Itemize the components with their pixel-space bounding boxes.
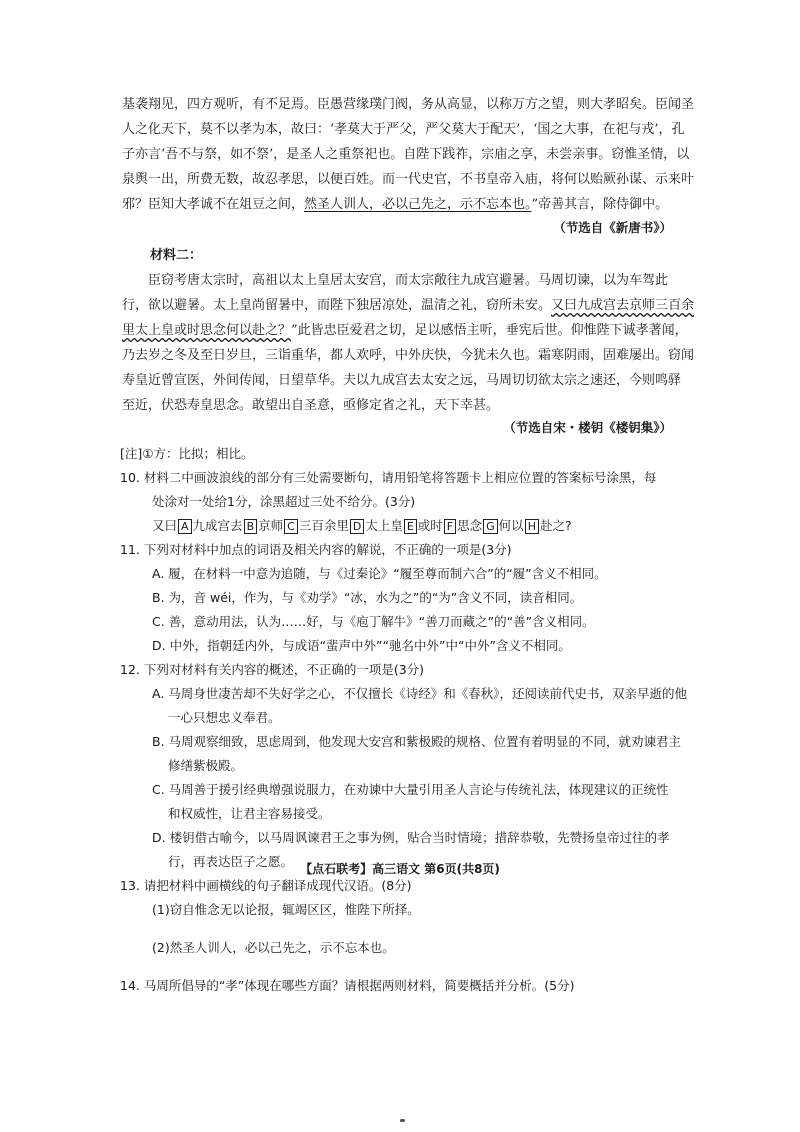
sentence-segment: 何以: [498, 518, 524, 533]
material-one-line: [122, 192, 669, 217]
sentence-segment: 或时: [417, 518, 443, 533]
material-two-line: 臣窃考唐太宗时，高祖以太上皇居太安宫，而太宗敞往九成宫避暑。马周切谏，以为车驾此: [148, 273, 669, 288]
option-12-d[interactable]: D. 楼钥借古喻今，以马周讽谏君王之事为例，贴合当时情境；措辞恭敬，先赞扬皇帝过往的孝: [152, 830, 670, 845]
material-one-line: 子亦言‘吾不与祭，如不祭’，是圣人之重祭祀也。自陛下践祚，宗庙之享，未尝亲事。窃惟圣情，以: [122, 147, 690, 162]
option-12-c-cont: 和权威性，让君主容易接受。: [168, 806, 331, 821]
material-two-line-tail: ”此皆忠臣爱君之切，足以感悟主听，垂宪后世。仰惟陛下诚孝著闻，: [291, 323, 688, 338]
question-13-sentence-2: (2)然圣人训人，必以己先之，示不忘本也。: [152, 940, 395, 955]
option-11-d[interactable]: D. 中外，指朝廷内外，与成语“蜚声中外”“驰名中外”中“中外”含义不相同。: [152, 638, 571, 653]
wavy-underlined-text: 又曰九成宫去京师三百余: [551, 298, 695, 313]
question-10-stem-cont: 处涂对一处给1分，涂黑超过三处不给分。(3分): [152, 494, 416, 509]
material-one-line: 泉舆一出，所费无数，故忍孝思，以便百姓。而一代史官，不书皇帝入庙，将何以贻厥孙谋、示来叶: [122, 172, 695, 187]
material-one-line: 人之化天下，莫不以孝为本，故曰：‘孝莫大于严父，严父莫大于配天’，‘国之大事，在祀与戎’，孔: [122, 122, 685, 137]
answer-box-h[interactable]: H: [525, 519, 539, 534]
answer-box-f[interactable]: F: [444, 519, 456, 534]
option-12-a[interactable]: A. 马周身世凄苦却不失好学之心，不仅擅长《诗经》和《春秋》，还阅读前代史书，双亲早逝的他: [152, 686, 688, 701]
question-10-stem: 10. 材料二中画波浪线的部分有三处需要断句，请用铅笔将答题卡上相应位置的答案标号涂黑，每: [120, 470, 657, 485]
answer-box-e[interactable]: E: [404, 519, 417, 534]
question-14-stem: 14. 马周所倡导的“孝”体现在哪些方面？请根据两则材料，简要概括并分析。(5分): [120, 978, 575, 993]
material-two-line: 寿皇近曾宣医，外间传闻，日望草华。夫以九成宫去太安之远，马周切切欲太宗之速还，今则鸣驿: [122, 373, 682, 388]
underlined-sentence: 然圣人训人，必以己先之，示不忘本也。: [304, 197, 532, 212]
material-one-text: [122, 92, 695, 217]
sentence-segment: 赴之?: [539, 518, 572, 533]
answer-box-a[interactable]: A: [178, 519, 192, 534]
sentence-segment: 三百余里: [298, 518, 349, 533]
material-two-line: 乃去岁之冬及至日岁旦，三诣重华，都人欢呼，中外庆快，今犹未久也。霜寒阴雨，固难屡出。窃闻: [122, 348, 695, 363]
sentence-segment: 又曰: [152, 518, 178, 533]
option-11-b[interactable]: B. 为，音 wéi，作为，与《劝学》“冰，水为之”的“为”含义不同，读音相同。: [152, 590, 583, 605]
option-12-a-cont: 一心只想忠义奉君。: [168, 710, 281, 725]
sentence-segment: 九成宫去: [192, 518, 243, 533]
question-13-sentence-1: (1)窃自惟念无以论报，辄竭区区，惟陛下所择。: [152, 902, 420, 917]
material-two-line: [122, 293, 695, 318]
material-two-line: 至近，伏恐寿皇思念。敢望出自圣意，亟修定省之礼，天下幸甚。: [122, 398, 500, 413]
material-one-line-tail: ”帝善其言，除侍御中。: [531, 197, 669, 212]
material-one-source: （节选自《新唐书》）: [553, 220, 672, 235]
material-one-line-text: 邪？臣知大孝诚不在俎豆之间，: [122, 197, 305, 212]
answer-space: [120, 960, 680, 974]
answer-box-c[interactable]: C: [284, 519, 298, 534]
question-10-sentence: [120, 514, 680, 538]
sentence-segment: 太上皇: [365, 518, 403, 533]
question-12-stem: 12. 下列对材料有关内容的概述，不正确的一项是(3分): [120, 662, 425, 677]
material-two-text: [122, 268, 695, 418]
material-two-source: （节选自宋・楼钥《楼钥集》）: [503, 420, 672, 435]
question-13-stem: 13. 请把材料中画横线的句子翻译成现代汉语。(8分): [120, 878, 412, 893]
questions-block: [120, 442, 688, 998]
option-12-d-cont: 行，再表达臣子之愿。: [168, 854, 294, 869]
wavy-underlined-text: 里太上皇或时思念何以赴之？: [122, 323, 292, 338]
option-11-c[interactable]: C. 善，意动用法，认为……好，与《庖丁解牛》“善刀而藏之”的“善”含义相同。: [152, 614, 595, 629]
answer-box-d[interactable]: D: [350, 519, 364, 534]
option-12-b-cont: 修缮紫极殿。: [168, 758, 244, 773]
answer-space: [120, 922, 680, 936]
option-11-a[interactable]: A. 履，在材料一中意为追随，与《过秦论》“履至尊而制六合”的“履”含义不相同。: [152, 566, 607, 581]
sentence-segment: 思念: [457, 518, 483, 533]
option-12-c[interactable]: C. 马周善于援引经典增强说服力，在劝谏中大量引用圣人言论与传统礼法，体现建议的正统性: [152, 782, 669, 797]
sentence-segment: 京师: [258, 518, 284, 533]
scan-speck: [400, 1119, 405, 1122]
material-two-line-text: 行，欲以避暑。太上皇尚留暑中，而陛下独居凉处，温清之礼，窃所未安。: [122, 298, 552, 313]
answer-box-b[interactable]: B: [244, 519, 258, 534]
answer-box-g[interactable]: G: [483, 519, 498, 534]
page-footer: 【点石联考】高三语文 第6页(共8页): [300, 862, 500, 876]
material-two-line: [122, 318, 688, 343]
annotation-note: [注]①方：比拟；相比。: [120, 446, 254, 461]
material-two-heading: 材料二：: [150, 248, 203, 263]
question-11-stem: 11. 下列对材料中加点的词语及相关内容的解说，不正确的一项是(3分): [120, 542, 512, 557]
material-one-line: 基袭翔见，四方观听，有不足焉。臣愚营缘璞门阀，务从高显，以称万方之望，则大孝昭矣。臣闻圣: [122, 97, 695, 112]
option-12-b[interactable]: B. 马周观察细致，思虑周到，他发现大安宫和紫极殿的规格、位置有着明显的不同，就劝谏君主: [152, 734, 682, 749]
